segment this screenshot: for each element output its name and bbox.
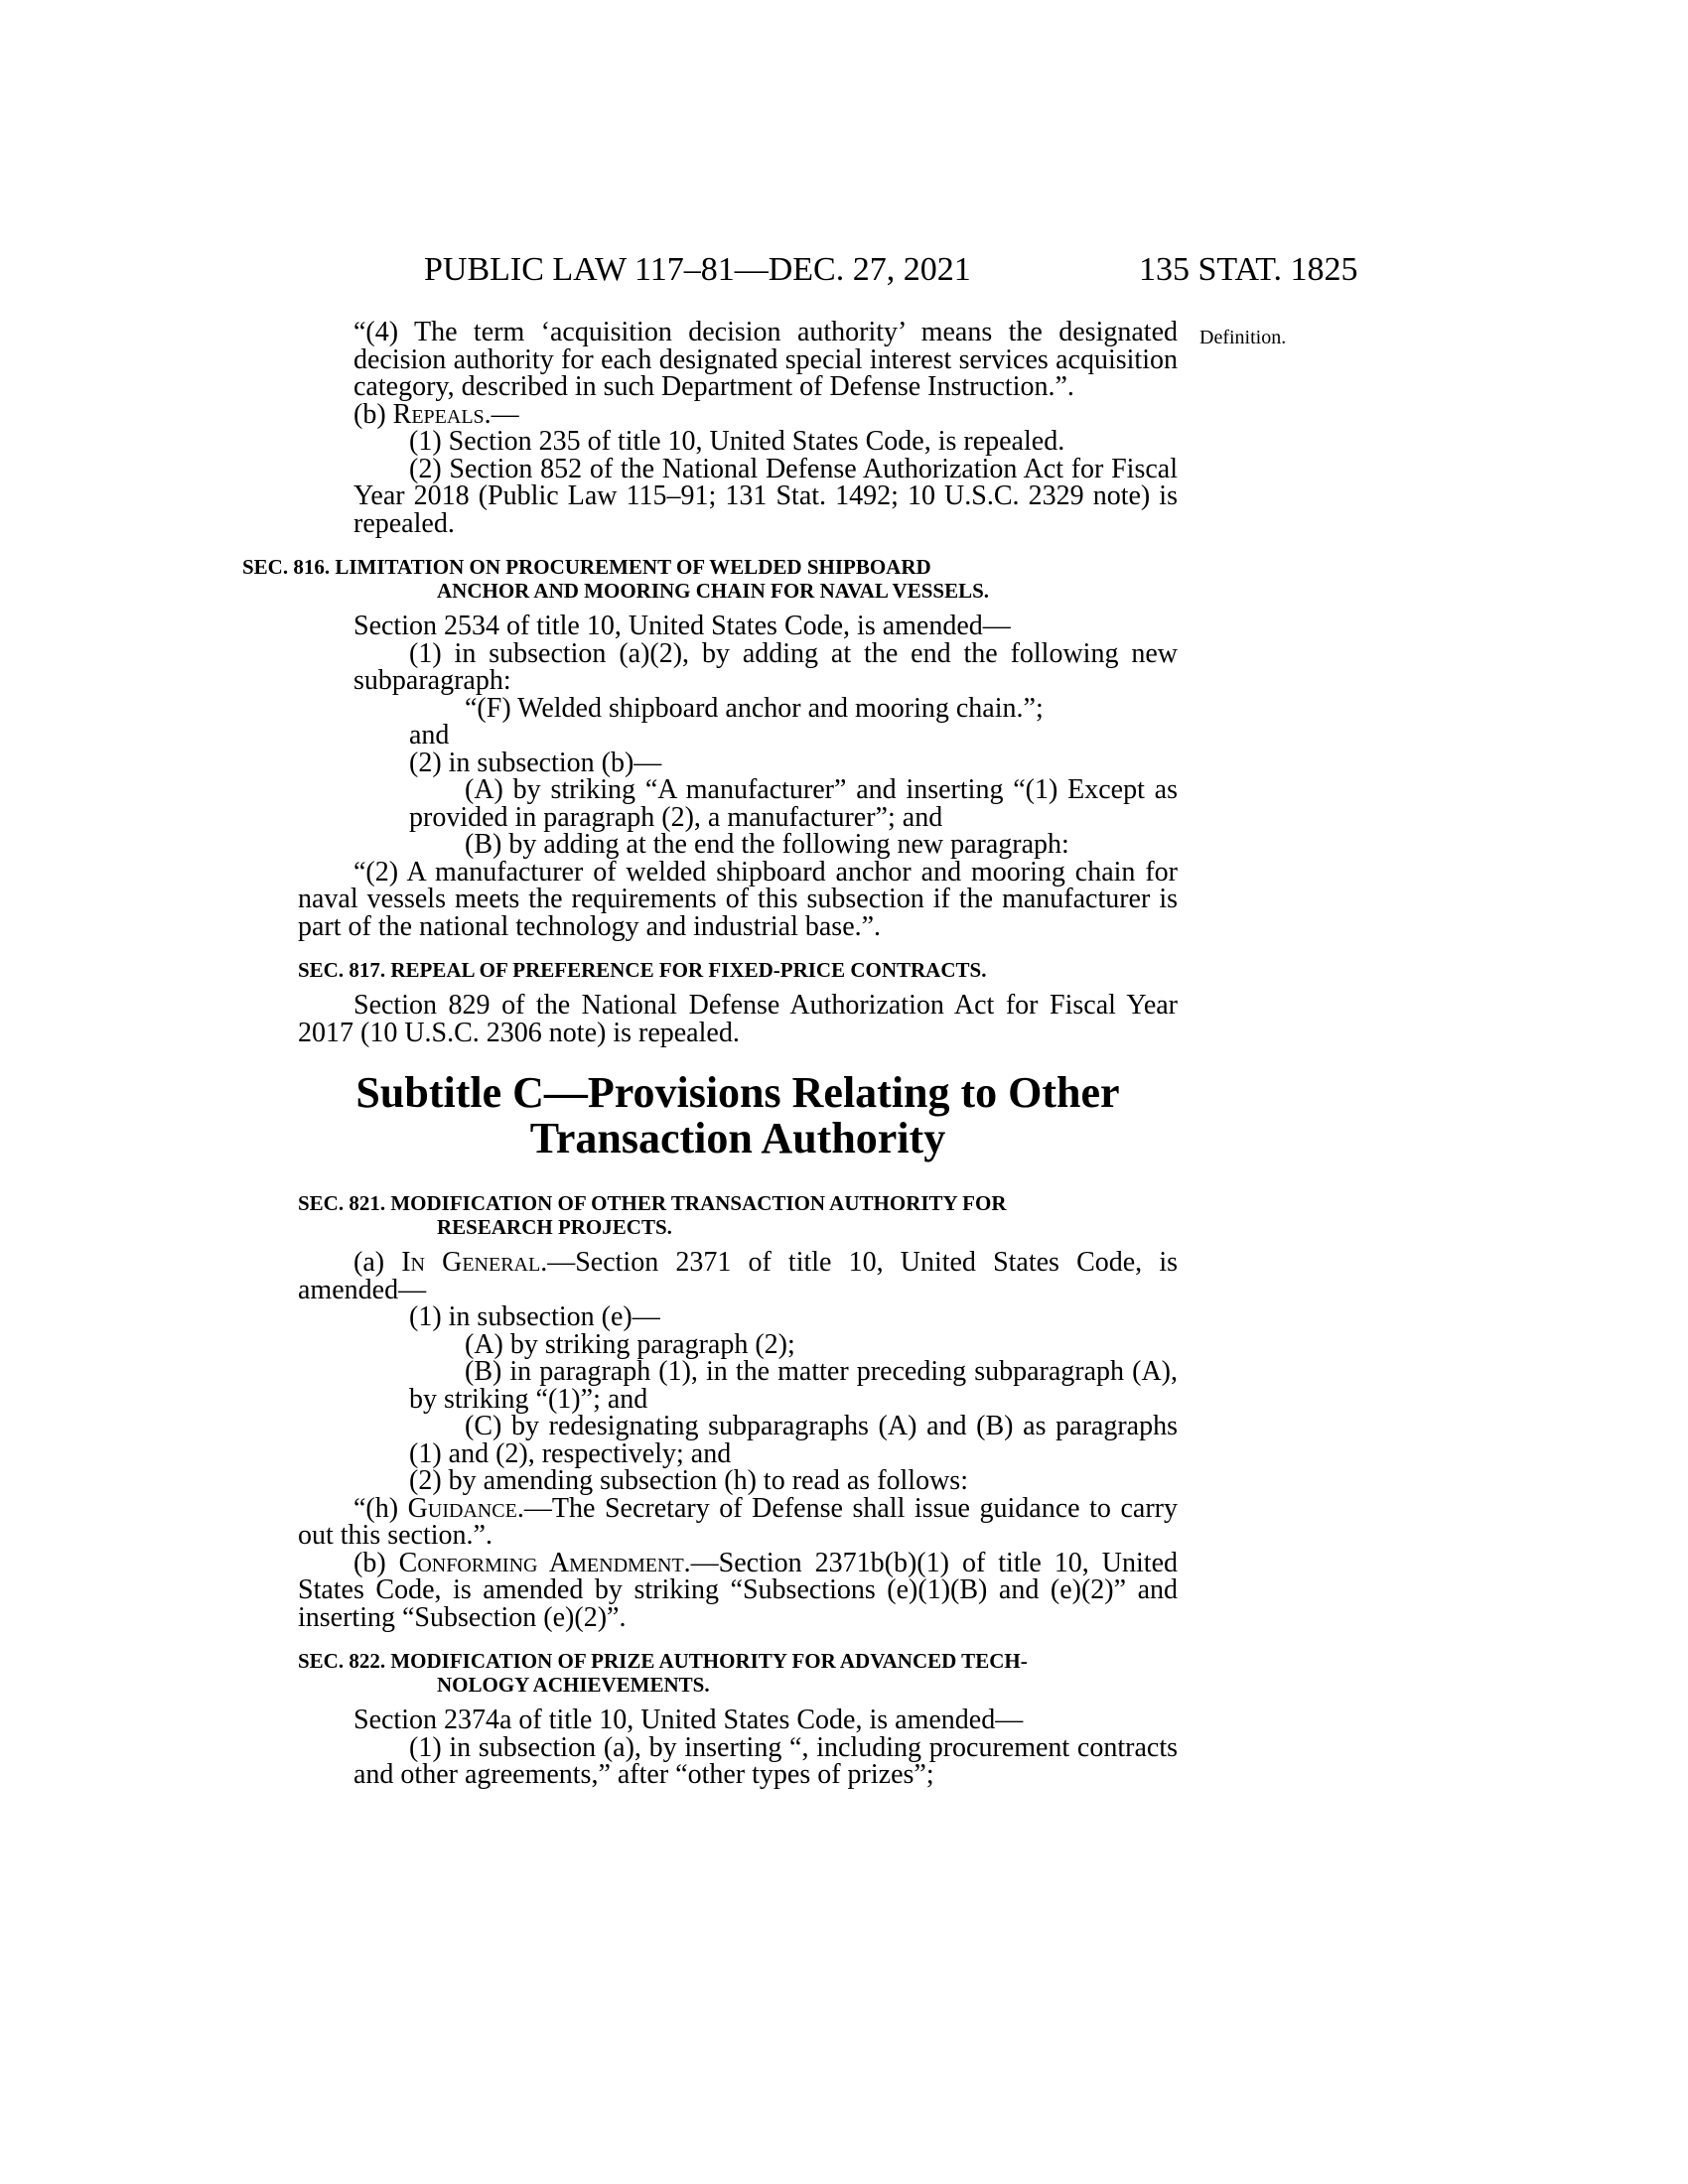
list-item: (1) in subsection (a), by inserting “, including procurement contracts and other agreements,” after “other types of prizes”;	[353, 1731, 1178, 1790]
section-heading: SEC. 822. MODIFICATION OF PRIZE AUTHORITY FOR ADVANCED TECH- NOLOGY ACHIEVEMENTS.	[298, 1649, 1028, 1697]
running-header-title: PUBLIC LAW 117–81—DEC. 27, 2021	[424, 251, 971, 288]
list-item: (2) by amending subsection (h) to read as follows:	[409, 1465, 968, 1496]
list-item: (A) by striking “A manufacturer” and inserting “(1) Except as provided in paragraph (2), a manufacturer”; and	[409, 774, 1178, 833]
quoted-subsection: “(h) Guidance.—The Secretary of Defense shall issue guidance to carry out this section.”.	[298, 1492, 1178, 1551]
repeal-item: (1) Section 235 of title 10, United States Code, is repealed.	[409, 426, 1065, 457]
subsection: (a) In General.—Section 2371 of title 10, United States Code, is amended—	[298, 1247, 1178, 1305]
paragraph	[298, 319, 1178, 401]
section-heading: SEC. 821. MODIFICATION OF OTHER TRANSACTION AUTHORITY FOR RESEARCH PROJECTS.	[298, 1191, 1007, 1239]
section-heading: SEC. 817. REPEAL OF PREFERENCE FOR FIXED-PRICE CONTRACTS.	[298, 958, 987, 982]
list-item: (1) in subsection (a)(2), by adding at the end the following new subparagraph:	[353, 637, 1178, 696]
quoted-paragraph: “(2) A manufacturer of welded shipboard anchor and mooring chain for naval vessels meets the requirements of this subsection if the manufacturer is part of the national technology and industrial base.”.	[298, 856, 1178, 942]
section-heading: SEC. 816. LIMITATION ON PROCUREMENT OF WELDED SHIPBOARD ANCHOR AND MOORING CHAIN FOR NAVAL VESSELS.	[242, 555, 990, 603]
paragraph: Section 829 of the National Defense Authorization Act for Fiscal Year 2017 (10 U.S.C. 2306 note) is repealed.	[298, 990, 1178, 1048]
list-item: (1) in subsection (e)—	[409, 1301, 660, 1332]
conjunction: and	[409, 720, 450, 751]
margin-note: Definition.	[1199, 327, 1287, 348]
section-intro: Section 2534 of title 10, United States Code, is amended—	[353, 611, 1011, 641]
document-body	[242, 317, 1178, 1790]
subtitle-heading: Subtitle C—Provisions Relating to Other Transaction Authority	[355, 1068, 1120, 1162]
list-item: (C) by redesignating subparagraphs (A) and (B) as paragraphs (1) and (2), respectively; and	[409, 1411, 1178, 1469]
list-item: (2) in subsection (b)—	[409, 747, 662, 778]
quoted-text: “(F) Welded shipboard anchor and mooring chain.”;	[465, 692, 1044, 724]
section-intro: Section 2374a of title 10, United States Code, is amended—	[353, 1705, 1024, 1735]
repeal-item: (2) Section 852 of the National Defense Authorization Act for Fiscal Year 2018 (Public Law 115–91; 131 Stat. 1492; 10 U.S.C. 2329 note) is repealed.	[353, 453, 1178, 539]
running-header-stat: 135 STAT. 1825	[1139, 251, 1358, 288]
repeals-heading: (b) Repeals.—	[353, 398, 519, 430]
list-item: (B) in paragraph (1), in the matter preceding subparagraph (A), by striking “(1)”; and	[409, 1356, 1178, 1415]
list-item: (A) by striking paragraph (2);	[465, 1328, 795, 1360]
definition-text: “(4) The term ‘acquisition decision authority’ means the designated decision authority for each designated special interest services acquisition category, described in such Department of Defense Instruction.”.	[353, 317, 1178, 402]
subsection: (b) Conforming Amendment.—Section 2371b(b)(1) of title 10, United States Code, is amended by striking “Subsections (e)(1)(B) and (e)(2)” and inserting “Subsection (e)(2)”.	[298, 1547, 1178, 1633]
list-item: (B) by adding at the end the following new paragraph:	[465, 829, 1069, 860]
